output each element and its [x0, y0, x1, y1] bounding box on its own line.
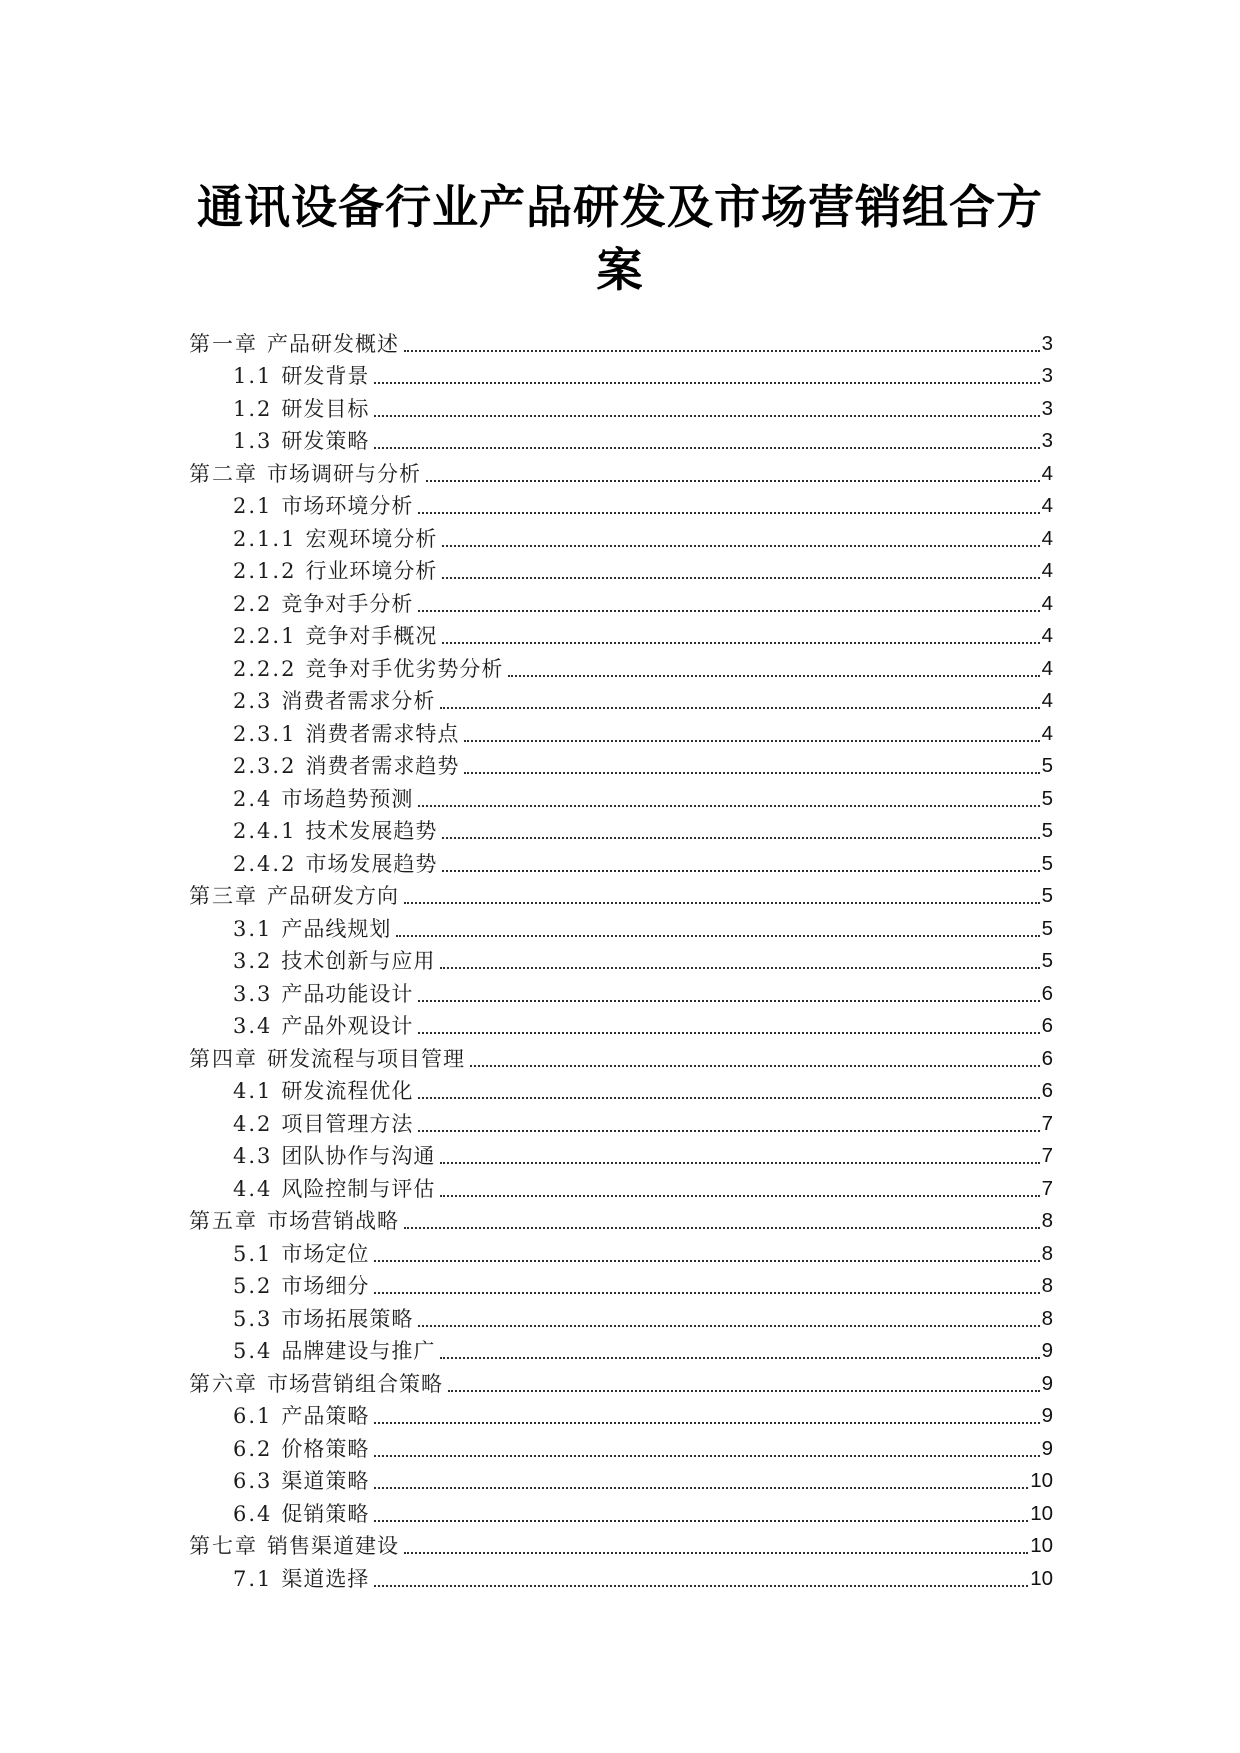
toc-entry-page: 4: [1041, 624, 1053, 647]
toc-entry-number: 5.4: [233, 1339, 273, 1363]
toc-dot-leader: [374, 1487, 1028, 1489]
toc-dot-leader: [440, 1357, 1039, 1359]
toc-entry[interactable]: [189, 1007, 1053, 1040]
toc-dot-leader: [374, 447, 1039, 449]
toc-entry[interactable]: [189, 812, 1053, 845]
toc-dot-leader: [464, 740, 1039, 742]
toc-entry-page: 4: [1041, 689, 1053, 712]
toc-entry-title: 技术创新与应用: [281, 949, 436, 973]
toc-entry-number: 1.1: [233, 364, 273, 388]
toc-dot-leader: [404, 1552, 1028, 1554]
toc-entry-title: 宏观环境分析: [305, 526, 438, 551]
toc-dot-leader: [374, 1422, 1039, 1424]
toc-entry[interactable]: [189, 909, 1053, 942]
toc-entry[interactable]: [189, 1169, 1053, 1202]
toc-entry-title: 消费者需求特点: [305, 721, 460, 746]
toc-entry-number: 2.4.2: [233, 851, 297, 876]
toc-dot-leader: [418, 1097, 1039, 1099]
toc-entry-page: 5: [1041, 949, 1053, 972]
toc-entry[interactable]: [189, 942, 1053, 975]
toc-entry-number: 2.4.1: [233, 819, 297, 843]
toc-entry-title: 消费者需求分析: [281, 689, 436, 713]
toc-entry-title: 销售渠道建设: [267, 1534, 399, 1558]
toc-entry-page: 3: [1041, 331, 1053, 355]
toc-entry-page: 3: [1041, 396, 1053, 420]
toc-entry-number: 6.1: [233, 1404, 273, 1428]
toc-entry-page: 5: [1041, 851, 1053, 875]
toc-entry-number: 第七章: [189, 1534, 258, 1558]
toc-entry-title: 市场调研与分析: [267, 461, 421, 486]
toc-dot-leader: [418, 512, 1039, 514]
toc-entry[interactable]: [189, 1527, 1053, 1560]
toc-entry-number: 2.3.1: [233, 721, 297, 746]
toc-entry[interactable]: [189, 682, 1053, 715]
toc-entry-number: 3.3: [233, 981, 273, 1006]
toc-entry[interactable]: [189, 1429, 1053, 1462]
toc-entry[interactable]: [189, 844, 1053, 877]
toc-dot-leader: [464, 772, 1039, 774]
toc-entry-number: 第四章: [189, 1046, 258, 1071]
toc-entry[interactable]: [189, 1202, 1053, 1235]
table-of-contents: [189, 324, 1053, 1592]
toc-entry-title: 研发背景: [281, 364, 370, 388]
toc-entry-page: 5: [1041, 884, 1053, 907]
toc-entry[interactable]: [189, 552, 1053, 585]
toc-dot-leader: [442, 577, 1039, 579]
toc-dot-leader: [442, 837, 1039, 839]
toc-entry-page: 8: [1041, 1241, 1053, 1265]
toc-dot-leader: [426, 480, 1040, 482]
toc-entry[interactable]: [189, 1494, 1053, 1527]
toc-dot-leader: [440, 1195, 1039, 1197]
toc-entry-title: 风险控制与评估: [281, 1176, 436, 1201]
toc-entry[interactable]: [189, 1299, 1053, 1332]
toc-dot-leader: [440, 1162, 1039, 1164]
toc-entry-number: 4.3: [233, 1144, 273, 1168]
toc-entry-page: 4: [1041, 591, 1053, 615]
toc-entry[interactable]: [189, 1104, 1053, 1137]
toc-entry-number: 3.1: [233, 916, 273, 941]
toc-dot-leader: [374, 382, 1039, 384]
toc-entry-title: 行业环境分析: [305, 559, 438, 583]
toc-entry-page: 8: [1041, 1209, 1053, 1232]
toc-entry-page: 7: [1041, 1176, 1053, 1200]
toc-dot-leader: [374, 1585, 1028, 1587]
toc-entry-number: 4.1: [233, 1079, 273, 1103]
toc-entry[interactable]: [189, 454, 1053, 487]
toc-entry-number: 5.2: [233, 1274, 273, 1298]
toc-entry-number: 3.2: [233, 949, 273, 973]
toc-entry-page: 4: [1041, 461, 1053, 485]
toc-entry-number: 第六章: [189, 1371, 258, 1396]
toc-entry-number: 2.1.2: [233, 559, 297, 583]
toc-entry-title: 产品策略: [281, 1404, 370, 1428]
toc-dot-leader: [440, 707, 1039, 709]
toc-dot-leader: [418, 1032, 1039, 1034]
toc-entry-page: 9: [1041, 1339, 1053, 1362]
toc-entry-number: 第一章: [189, 331, 258, 356]
toc-dot-leader: [374, 1455, 1039, 1457]
toc-entry[interactable]: [189, 747, 1053, 780]
toc-entry-title: 价格策略: [281, 1436, 370, 1461]
toc-dot-leader: [448, 1390, 1040, 1392]
toc-entry-title: 市场细分: [281, 1274, 370, 1298]
toc-entry-title: 市场环境分析: [281, 494, 414, 518]
toc-entry-number: 2.1: [233, 494, 273, 518]
toc-entry-page: 5: [1041, 786, 1053, 810]
toc-entry-number: 2.1.1: [233, 526, 297, 551]
toc-entry-number: 6.2: [233, 1436, 273, 1461]
toc-entry-title: 竞争对手分析: [281, 591, 414, 616]
toc-entry-title: 项目管理方法: [281, 1111, 414, 1136]
toc-entry[interactable]: [189, 1137, 1053, 1170]
toc-entry-title: 市场趋势预测: [281, 786, 414, 811]
toc-entry-title: 市场拓展策略: [281, 1306, 414, 1331]
toc-entry-page: 8: [1041, 1306, 1053, 1330]
toc-entry-number: 2.3: [233, 689, 273, 713]
toc-entry[interactable]: [189, 357, 1053, 390]
toc-entry-title: 市场发展趋势: [305, 851, 438, 876]
toc-entry-number: 3.4: [233, 1014, 273, 1038]
toc-entry-title: 品牌建设与推广: [281, 1339, 436, 1363]
toc-entry[interactable]: [189, 324, 1053, 357]
toc-entry[interactable]: [189, 974, 1053, 1007]
toc-entry[interactable]: [189, 487, 1053, 520]
toc-dot-leader: [418, 1130, 1039, 1132]
toc-entry-number: 第二章: [189, 461, 258, 486]
toc-entry[interactable]: [189, 584, 1053, 617]
toc-entry[interactable]: [189, 779, 1053, 812]
toc-entry-title: 研发目标: [281, 396, 370, 421]
toc-entry-title: 渠道策略: [281, 1469, 370, 1493]
toc-entry-title: 市场营销战略: [267, 1209, 399, 1233]
toc-entry-page: 5: [1041, 819, 1053, 842]
toc-entry-title: 产品研发方向: [267, 884, 399, 908]
toc-entry-number: 6.4: [233, 1501, 273, 1526]
toc-entry-title: 竞争对手概况: [305, 624, 438, 648]
toc-entry-number: 7.1: [233, 1566, 273, 1591]
toc-entry-page: 3: [1041, 429, 1053, 452]
toc-entry[interactable]: [189, 389, 1053, 422]
toc-dot-leader: [418, 610, 1039, 612]
toc-entry-number: 2.2: [233, 591, 273, 616]
toc-entry[interactable]: [189, 519, 1053, 552]
toc-dot-leader: [374, 1292, 1039, 1294]
toc-entry-page: 4: [1041, 526, 1053, 550]
toc-entry[interactable]: [189, 649, 1053, 682]
toc-dot-leader: [470, 1065, 1040, 1067]
toc-dot-leader: [440, 967, 1039, 969]
document-title: [0, 176, 1240, 302]
toc-dot-leader: [418, 1000, 1039, 1002]
toc-entry-page: 10: [1030, 1566, 1053, 1590]
toc-entry-number: 2.2.1: [233, 624, 297, 648]
toc-entry-number: 4.2: [233, 1111, 273, 1136]
toc-entry-page: 10: [1030, 1501, 1053, 1525]
toc-entry-title: 消费者需求趋势: [305, 754, 460, 778]
toc-entry[interactable]: [189, 1234, 1053, 1267]
toc-entry[interactable]: [189, 1397, 1053, 1430]
toc-entry-page: 10: [1030, 1534, 1053, 1557]
toc-entry-number: 5.3: [233, 1306, 273, 1331]
toc-entry-page: 8: [1041, 1274, 1053, 1297]
toc-entry-number: 4.4: [233, 1176, 273, 1201]
toc-entry-title: 产品功能设计: [281, 981, 414, 1006]
toc-dot-leader: [404, 1227, 1040, 1229]
toc-dot-leader: [374, 1260, 1039, 1262]
toc-dot-leader: [418, 805, 1039, 807]
toc-entry-page: 3: [1041, 364, 1053, 387]
toc-entry-page: 9: [1041, 1371, 1053, 1395]
toc-entry[interactable]: [189, 1559, 1053, 1592]
toc-entry-title: 产品线规划: [281, 916, 392, 941]
toc-entry-number: 第三章: [189, 884, 258, 908]
toc-entry-page: 6: [1041, 1079, 1053, 1102]
toc-dot-leader: [442, 545, 1039, 547]
toc-dot-leader: [508, 675, 1039, 677]
toc-dot-leader: [374, 1520, 1028, 1522]
toc-entry[interactable]: [189, 1072, 1053, 1105]
toc-entry-page: 6: [1041, 981, 1053, 1005]
toc-dot-leader: [404, 902, 1040, 904]
toc-entry-page: 5: [1041, 754, 1053, 777]
toc-entry-title: 研发流程优化: [281, 1079, 414, 1103]
toc-entry-title: 产品外观设计: [281, 1014, 414, 1038]
toc-entry-title: 研发策略: [281, 429, 370, 453]
toc-entry-page: 6: [1041, 1046, 1053, 1070]
toc-dot-leader: [374, 415, 1039, 417]
toc-entry-number: 1.2: [233, 396, 273, 421]
toc-entry-number: 5.1: [233, 1241, 273, 1266]
toc-entry-title: 市场营销组合策略: [267, 1371, 443, 1396]
toc-entry-page: 4: [1041, 721, 1053, 745]
toc-entry[interactable]: [189, 422, 1053, 455]
toc-entry-title: 市场定位: [281, 1241, 370, 1266]
toc-entry-title: 产品研发概述: [267, 331, 399, 356]
toc-dot-leader: [396, 935, 1039, 937]
toc-entry-number: 1.3: [233, 429, 273, 453]
toc-entry[interactable]: [189, 877, 1053, 910]
toc-entry-page: 7: [1041, 1144, 1053, 1167]
toc-entry[interactable]: [189, 617, 1053, 650]
toc-entry[interactable]: [189, 1364, 1053, 1397]
toc-entry-page: 9: [1041, 1436, 1053, 1460]
document-title-line-2: 案: [596, 243, 644, 297]
toc-entry-title: 技术发展趋势: [305, 819, 438, 843]
toc-entry[interactable]: [189, 1267, 1053, 1300]
toc-entry[interactable]: [189, 1462, 1053, 1495]
toc-entry-title: 渠道选择: [281, 1566, 370, 1591]
toc-entry[interactable]: [189, 714, 1053, 747]
toc-entry-number: 2.4: [233, 786, 273, 811]
toc-entry-page: 5: [1041, 916, 1053, 940]
toc-entry-number: 2.3.2: [233, 754, 297, 778]
toc-entry-title: 竞争对手优劣势分析: [305, 656, 504, 681]
toc-entry-page: 4: [1041, 494, 1053, 517]
toc-entry-page: 10: [1030, 1469, 1053, 1492]
toc-entry[interactable]: [189, 1039, 1053, 1072]
toc-entry-number: 第五章: [189, 1209, 258, 1233]
toc-entry-title: 促销策略: [281, 1501, 370, 1526]
toc-entry-page: 4: [1041, 656, 1053, 680]
toc-entry-page: 7: [1041, 1111, 1053, 1135]
toc-entry-page: 9: [1041, 1404, 1053, 1427]
toc-dot-leader: [442, 642, 1039, 644]
toc-entry-number: 2.2.2: [233, 656, 297, 681]
toc-dot-leader: [404, 350, 1040, 352]
toc-entry-number: 6.3: [233, 1469, 273, 1493]
toc-entry-page: 4: [1041, 559, 1053, 582]
toc-entry-page: 6: [1041, 1014, 1053, 1037]
toc-dot-leader: [418, 1325, 1039, 1327]
toc-entry-title: 团队协作与沟通: [281, 1144, 436, 1168]
toc-entry[interactable]: [189, 1332, 1053, 1365]
toc-entry-title: 研发流程与项目管理: [267, 1046, 465, 1071]
toc-dot-leader: [442, 870, 1039, 872]
document-title-line-1: 通讯设备行业产品研发及市场营销组合方: [197, 180, 1043, 234]
